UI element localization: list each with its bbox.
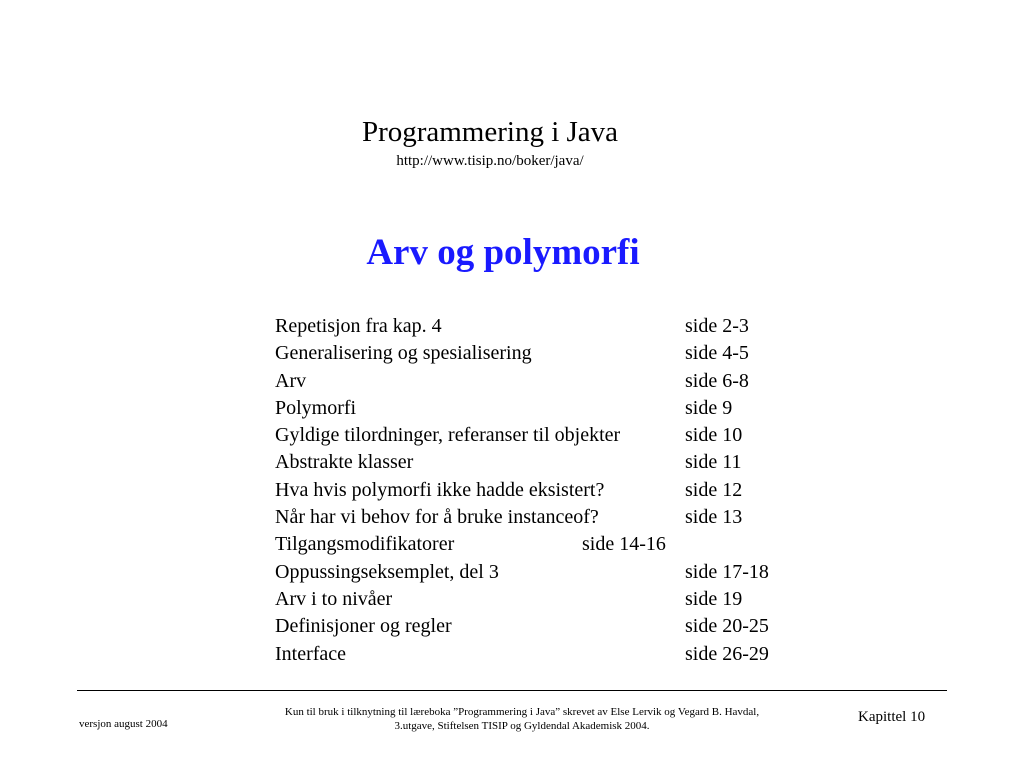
footer-notice-line: 3.utgave, Stiftelsen TISIP og Gyldendal Akademisk 2004. — [394, 720, 650, 732]
toc-topic: Generalisering og spesialisering — [275, 342, 532, 365]
toc-page-ref: side 10 — [685, 424, 743, 447]
toc-row — [275, 422, 835, 449]
toc-page-ref: side 4-5 — [685, 342, 749, 365]
toc-page-ref: side 11 — [685, 451, 742, 474]
toc-topic: Definisjoner og regler — [275, 615, 452, 638]
toc-page-ref: side 20-25 — [685, 615, 769, 638]
toc-row — [275, 449, 835, 476]
toc-topic: Når har vi behov for å bruke instanceof? — [275, 506, 599, 529]
toc-topic: Repetisjon fra kap. 4 — [275, 315, 442, 337]
toc-topic: Oppussingseksemplet, del 3 — [275, 560, 499, 583]
toc-row — [275, 531, 835, 558]
toc-row — [275, 313, 835, 340]
toc-page-ref: side 26-29 — [685, 642, 769, 665]
toc-topic: Tilgangsmodifikatorer — [275, 533, 455, 556]
toc-page-ref: side 19 — [685, 587, 743, 610]
toc-page-ref: side 12 — [685, 478, 743, 501]
toc-topic: Abstrakte klasser — [275, 451, 414, 474]
toc-row — [275, 613, 835, 640]
toc-row — [275, 559, 835, 586]
toc-topic: Arv i to nivåer — [275, 587, 393, 610]
toc-page-ref: side 6-8 — [685, 369, 749, 392]
toc-row — [275, 340, 835, 367]
footer-divider — [77, 690, 947, 691]
chapter-title: Arv og polymorfi — [366, 232, 640, 273]
toc-row — [275, 641, 835, 668]
toc-row — [275, 395, 835, 422]
toc-page-ref: side 9 — [685, 396, 733, 419]
book-url: http://www.tisip.no/boker/java/ — [396, 153, 584, 169]
toc-page-ref: side 14-16 — [582, 533, 666, 556]
toc-row — [275, 504, 835, 531]
toc-page-ref: side 13 — [685, 506, 743, 529]
footer-chapter-label: Kapittel 10 — [858, 709, 926, 725]
table-of-contents — [275, 313, 835, 668]
toc-topic: Interface — [275, 642, 347, 665]
toc-topic: Arv — [275, 369, 307, 392]
footer-notice-line: Kun til bruk i tilknytning til læreboka ”Programmering i Java” skrevet av Else Lervik og Vegard B. Havdal, — [284, 706, 760, 718]
footer-version: versjon august 2004 — [79, 718, 168, 730]
toc-row — [275, 477, 835, 504]
toc-row — [275, 586, 835, 613]
toc-topic: Polymorfi — [275, 396, 357, 419]
toc-page-ref: side 2-3 — [685, 315, 749, 337]
toc-topic: Gyldige tilordninger, referanser til objekter — [275, 424, 621, 447]
footer-copyright-notice — [262, 705, 782, 733]
toc-page-ref: side 17-18 — [685, 560, 769, 583]
toc-topic: Hva hvis polymorfi ikke hadde eksistert? — [275, 478, 605, 501]
book-title: Programmering i Java — [361, 116, 619, 148]
toc-row — [275, 368, 835, 395]
